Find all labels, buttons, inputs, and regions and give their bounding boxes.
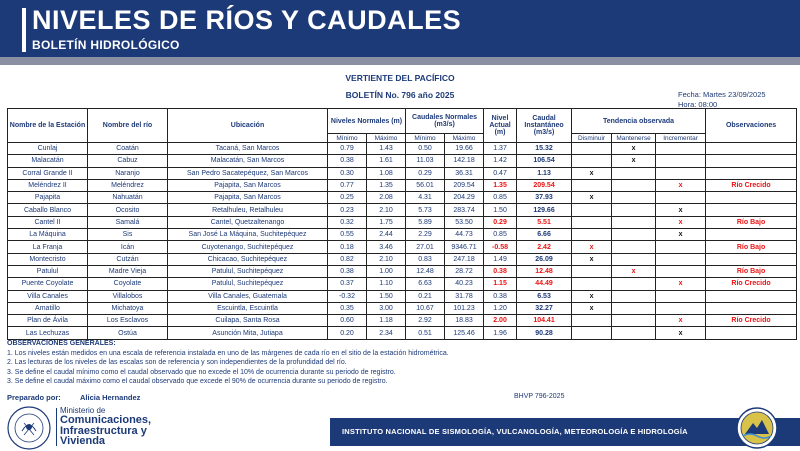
cell-nivel-min: 0.60 [328,315,367,327]
cell-ubicacion: Cuilapa, Santa Rosa [168,315,328,327]
cell-observaciones [706,229,797,241]
cell-nivel-max: 1.10 [367,278,406,290]
cell-rio: Coyolate [88,278,168,290]
cell-rio: Meléndrez [88,179,168,191]
cell-rio: Ocosito [88,204,168,216]
cell-estacion: Meléndrez II [8,179,88,191]
cell-disminuir: x [572,302,612,314]
cell-nivel-max: 1.61 [367,155,406,167]
cell-disminuir [572,204,612,216]
cell-observaciones [706,167,797,179]
cell-caudal-instantaneo: 5.51 [517,216,572,228]
cell-caudal-max: 247.18 [445,253,484,265]
cell-caudal-min: 6.63 [406,278,445,290]
cell-caudal-min: 56.01 [406,179,445,191]
cell-caudal-min: 2.92 [406,315,445,327]
cell-nivel-min: 0.79 [328,143,367,155]
cell-ubicacion: Pajapita, San Marcos [168,179,328,191]
table-row [8,229,797,241]
cell-disminuir: x [572,253,612,265]
cell-nivel-actual: 1.50 [484,204,517,216]
cell-caudal-min: 0.29 [406,167,445,179]
ministry-line-3: Infraestructura y [60,424,147,437]
cell-nivel-max: 2.44 [367,229,406,241]
th-caudales: Caudales Normales (m3/s) [406,109,484,134]
th-incrementar: Incrementar [656,134,706,143]
cell-nivel-min: 0.38 [328,155,367,167]
cell-caudal-min: 27.01 [406,241,445,253]
cell-incrementar [656,143,706,155]
cell-caudal-min: 11.03 [406,155,445,167]
bulletin-number: BOLETÍN No. 796 año 2025 [345,90,455,100]
institute-name: INSTITUTO NACIONAL DE SISMOLOGÍA, VULCANOLOGÍA, METEOROLOGÍA E HIDROLOGÍA [342,427,688,436]
table-row [8,290,797,302]
cell-disminuir: x [572,290,612,302]
report-date: Fecha: Martes 23/09/2025 [678,90,766,99]
cell-caudal-min: 0.51 [406,327,445,339]
cell-observaciones [706,204,797,216]
cell-mantenerse [612,253,656,265]
note-item: 2. Las lecturas de los niveles de las escalas son de referencia y son independientes de la profundidad del río. [7,359,347,367]
cell-caudal-max: 31.78 [445,290,484,302]
cell-estacion: Cunlaj [8,143,88,155]
table-row [8,155,797,167]
cell-mantenerse [612,204,656,216]
header-band [0,57,800,65]
cell-incrementar [656,241,706,253]
cell-caudal-max: 283.74 [445,204,484,216]
cell-ubicacion: Cantel, Quetzaltenango [168,216,328,228]
cell-nivel-min: 0.18 [328,241,367,253]
cell-nivel-max: 3.46 [367,241,406,253]
cell-nivel-actual: 1.49 [484,253,517,265]
table-row [8,315,797,327]
table-row [8,241,797,253]
cell-nivel-min: 0.37 [328,278,367,290]
cell-rio: Coatán [88,143,168,155]
cell-caudal-max: 18.83 [445,315,484,327]
cell-estacion: Cantel II [8,216,88,228]
cell-estacion: Corral Grande II [8,167,88,179]
cell-caudal-max: 204.29 [445,192,484,204]
cell-nivel-actual: 0.85 [484,229,517,241]
cell-disminuir [572,265,612,277]
cell-nivel-max: 1.43 [367,143,406,155]
table-row [8,167,797,179]
cell-caudal-max: 53.50 [445,216,484,228]
cell-observaciones [706,192,797,204]
cell-disminuir: x [572,241,612,253]
page-subtitle: BOLETÍN HIDROLÓGICO [32,38,180,52]
th-rio: Nombre del río [88,109,168,143]
guatemala-seal-icon [6,405,52,451]
cell-caudal-min: 4.31 [406,192,445,204]
th-niveles: Niveles Normales (m) [328,109,406,134]
cell-nivel-max: 2.10 [367,204,406,216]
cell-nivel-actual: 1.42 [484,155,517,167]
cell-caudal-instantaneo: 15.32 [517,143,572,155]
table-row [8,327,797,339]
th-caudales-min: Mínimo [406,134,445,143]
th-disminuir: Disminuir [572,134,612,143]
page-title: NIVELES DE RÍOS Y CAUDALES [32,5,462,35]
cell-caudal-min: 12.48 [406,265,445,277]
cell-nivel-max: 1.18 [367,315,406,327]
cell-observaciones [706,155,797,167]
cell-disminuir [572,229,612,241]
cell-caudal-min: 0.21 [406,290,445,302]
cell-caudal-max: 40.23 [445,278,484,290]
cell-disminuir [572,327,612,339]
cell-nivel-actual: 0.38 [484,290,517,302]
cell-incrementar [656,253,706,265]
cell-observaciones [706,290,797,302]
cell-nivel-actual: 1.35 [484,179,517,191]
cell-rio: Los Esclavos [88,315,168,327]
cell-caudal-min: 0.83 [406,253,445,265]
cell-ubicacion: Cuyotenango, Suchitepéquez [168,241,328,253]
cell-mantenerse [612,327,656,339]
cell-ubicacion: Tacaná, San Marcos [168,143,328,155]
cell-disminuir: x [572,192,612,204]
th-observaciones: Observaciones [706,109,797,143]
th-nivel-actual: Nivel Actual (m) [484,109,517,143]
cell-nivel-actual: 1.15 [484,278,517,290]
cell-caudal-min: 2.29 [406,229,445,241]
cell-mantenerse [612,241,656,253]
general-notes [7,339,797,387]
cell-estacion: Patulul [8,265,88,277]
insivumeh-logo-icon [734,406,780,450]
cell-rio: Cabuz [88,155,168,167]
ministry-divider [56,408,57,446]
cell-observaciones: Río Crecido [706,315,797,327]
cell-ubicacion: San José La Máquina, Suchitepéquez [168,229,328,241]
cell-observaciones [706,302,797,314]
cell-estacion: Amatillo [8,302,88,314]
cell-incrementar: x [656,179,706,191]
cell-observaciones: Río Bajo [706,241,797,253]
cell-caudal-instantaneo: 37.93 [517,192,572,204]
cell-incrementar: x [656,204,706,216]
cell-incrementar: x [656,278,706,290]
cell-incrementar [656,155,706,167]
cell-mantenerse: x [612,143,656,155]
cell-caudal-instantaneo: 2.42 [517,241,572,253]
cell-nivel-max: 1.08 [367,167,406,179]
cell-ubicacion: Malacatán, San Marcos [168,155,328,167]
header-banner [0,0,800,57]
cell-nivel-actual: 2.00 [484,315,517,327]
cell-caudal-instantaneo: 90.28 [517,327,572,339]
cell-caudal-max: 142.18 [445,155,484,167]
cell-caudal-instantaneo: 104.41 [517,315,572,327]
cell-estacion: Villa Canales [8,290,88,302]
prepared-label: Preparado por: [7,393,61,402]
cell-rio: Naranjo [88,167,168,179]
cell-estacion: Caballo Blanco [8,204,88,216]
cell-caudal-instantaneo: 209.54 [517,179,572,191]
cell-rio: Michatoya [88,302,168,314]
cell-incrementar: x [656,315,706,327]
th-ubicacion: Ubicación [168,109,328,143]
cell-mantenerse [612,302,656,314]
cell-caudal-instantaneo: 1.13 [517,167,572,179]
cell-nivel-min: 0.32 [328,216,367,228]
cell-nivel-actual: 1.20 [484,302,517,314]
cell-estacion: Pajapita [8,192,88,204]
cell-observaciones: Río Crecido [706,278,797,290]
cell-disminuir [572,216,612,228]
cell-ubicacion: Retalhuleu, Retalhuleu [168,204,328,216]
cell-caudal-max: 44.73 [445,229,484,241]
header-accent-bar [22,8,26,52]
cell-observaciones: Río Bajo [706,216,797,228]
cell-estacion: La Máquina [8,229,88,241]
report-time: Hora: 08:00 [678,100,718,109]
table-row [8,179,797,191]
cell-nivel-max: 1.00 [367,265,406,277]
cell-disminuir [572,278,612,290]
cell-disminuir [572,155,612,167]
cell-rio: Samalá [88,216,168,228]
cell-nivel-max: 2.34 [367,327,406,339]
cell-incrementar [656,302,706,314]
cell-nivel-actual: 0.47 [484,167,517,179]
cell-disminuir [572,179,612,191]
cell-observaciones [706,253,797,265]
cell-disminuir [572,315,612,327]
cell-caudal-min: 5.73 [406,204,445,216]
cell-caudal-max: 36.31 [445,167,484,179]
note-item: 3. Se define el caudal mínimo como el caudal observado que no excede el 10% de ocurrencia durante su periodo de registro. [7,368,396,376]
cell-rio: Villalobos [88,290,168,302]
th-estacion: Nombre de la Estación [8,109,88,143]
table-row [8,278,797,290]
cell-rio: Nahuatán [88,192,168,204]
note-item: 1. Los niveles están medidos en una escala de referencia instalada en uno de las márgenes de cada río en el sitio de la estación hidrométrica. [7,349,449,357]
cell-caudal-instantaneo: 26.09 [517,253,572,265]
hydro-table [7,108,797,340]
cell-caudal-instantaneo: 32.27 [517,302,572,314]
cell-estacion: Montecristo [8,253,88,265]
th-caudales-max: Máximo [445,134,484,143]
cell-caudal-instantaneo: 129.66 [517,204,572,216]
bulletin-code: BHVP 796-2025 [514,393,565,400]
cell-mantenerse [612,278,656,290]
cell-nivel-min: -0.32 [328,290,367,302]
cell-caudal-min: 5.89 [406,216,445,228]
cell-ubicacion: Villa Canales, Guatemala [168,290,328,302]
th-niveles-min: Mínimo [328,134,367,143]
cell-mantenerse [612,216,656,228]
cell-incrementar [656,167,706,179]
table-row [8,302,797,314]
cell-estacion: Las Lechuzas [8,327,88,339]
ministry-line-2: Comunicaciones, [60,414,152,426]
ministry-line-4: Vivienda [60,435,106,447]
th-niveles-max: Máximo [367,134,406,143]
notes-title: OBSERVACIONES GENERALES: [7,340,116,347]
institute-banner [330,418,800,446]
cell-nivel-min: 0.23 [328,204,367,216]
cell-rio: Cutzán [88,253,168,265]
cell-nivel-max: 1.75 [367,216,406,228]
th-caudal: Caudal Instantáneo (m3/s) [517,109,572,143]
cell-nivel-min: 0.77 [328,179,367,191]
th-mantenerse: Mantenerse [612,134,656,143]
cell-nivel-max: 2.10 [367,253,406,265]
cell-mantenerse: x [612,265,656,277]
cell-ubicacion: Escuintla, Escuintla [168,302,328,314]
cell-nivel-min: 0.35 [328,302,367,314]
cell-mantenerse [612,179,656,191]
cell-ubicacion: Chicacao, Suchitepéquez [168,253,328,265]
cell-nivel-max: 1.35 [367,179,406,191]
cell-observaciones: Río Bajo [706,265,797,277]
cell-mantenerse [612,192,656,204]
prepared-name: Alicia Hernandez [80,393,141,402]
cell-mantenerse [612,290,656,302]
cell-incrementar [656,265,706,277]
cell-caudal-instantaneo: 12.48 [517,265,572,277]
ministry-logo [60,406,151,447]
cell-mantenerse [612,315,656,327]
cell-nivel-min: 0.82 [328,253,367,265]
cell-caudal-min: 10.67 [406,302,445,314]
table-row [8,204,797,216]
cell-nivel-max: 1.50 [367,290,406,302]
cell-caudal-max: 125.46 [445,327,484,339]
cell-disminuir: x [572,167,612,179]
cell-ubicacion: Pajapita, San Marcos [168,192,328,204]
vertiente-label: VERTIENTE DEL PACÍFICO [345,73,455,83]
cell-caudal-max: 209.54 [445,179,484,191]
th-tendencia: Tendencia observada [572,109,706,134]
cell-incrementar: x [656,327,706,339]
cell-ubicacion: San Pedro Sacatepéquez, San Marcos [168,167,328,179]
cell-observaciones [706,327,797,339]
cell-incrementar: x [656,229,706,241]
cell-caudal-min: 0.50 [406,143,445,155]
cell-estacion: Plan de Ávila [8,315,88,327]
cell-ubicacion: Asunción Mita, Jutiapa [168,327,328,339]
cell-caudal-instantaneo: 6.66 [517,229,572,241]
cell-nivel-actual: 0.85 [484,192,517,204]
cell-caudal-max: 101.23 [445,302,484,314]
cell-nivel-min: 0.38 [328,265,367,277]
cell-nivel-actual: -0.58 [484,241,517,253]
cell-disminuir [572,143,612,155]
cell-rio: Icán [88,241,168,253]
cell-caudal-max: 9346.71 [445,241,484,253]
note-item: 3. Se define el caudal máximo como el caudal observado que excede el 90% de ocurrencia durante su periodo de registro. [7,378,388,386]
cell-estacion: Puente Coyolate [8,278,88,290]
cell-mantenerse [612,167,656,179]
cell-nivel-actual: 0.29 [484,216,517,228]
cell-nivel-min: 0.30 [328,167,367,179]
cell-nivel-actual: 0.38 [484,265,517,277]
cell-caudal-instantaneo: 44.49 [517,278,572,290]
cell-caudal-instantaneo: 6.53 [517,290,572,302]
cell-nivel-actual: 1.37 [484,143,517,155]
cell-nivel-min: 0.55 [328,229,367,241]
cell-incrementar: x [656,216,706,228]
cell-rio: Ostúa [88,327,168,339]
cell-caudal-instantaneo: 106.54 [517,155,572,167]
table-row [8,192,797,204]
cell-observaciones [706,143,797,155]
cell-estacion: La Franja [8,241,88,253]
cell-mantenerse [612,229,656,241]
table-row [8,265,797,277]
cell-estacion: Malacatán [8,155,88,167]
table-row [8,143,797,155]
cell-nivel-max: 3.00 [367,302,406,314]
cell-nivel-max: 2.08 [367,192,406,204]
ministry-line-1: Ministerio de [60,406,106,415]
cell-nivel-min: 0.25 [328,192,367,204]
cell-incrementar [656,290,706,302]
cell-nivel-min: 0.20 [328,327,367,339]
cell-ubicacion: Patulul, Suchitepéquez [168,278,328,290]
cell-rio: Sis [88,229,168,241]
table-row [8,216,797,228]
cell-ubicacion: Patulul, Suchitepéquez [168,265,328,277]
cell-caudal-max: 19.66 [445,143,484,155]
cell-observaciones: Río Crecido [706,179,797,191]
cell-mantenerse: x [612,155,656,167]
cell-rio: Madre Vieja [88,265,168,277]
table-row [8,253,797,265]
cell-caudal-max: 28.72 [445,265,484,277]
cell-nivel-actual: 1.96 [484,327,517,339]
cell-incrementar [656,192,706,204]
